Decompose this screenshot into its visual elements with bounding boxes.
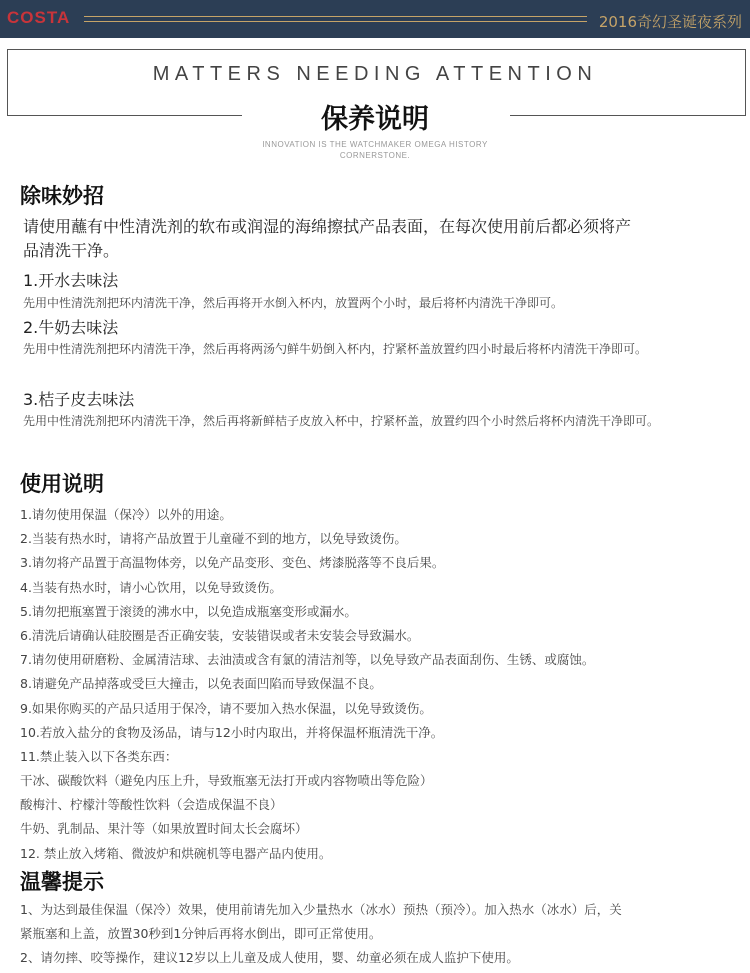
list-item: 6.清洗后请确认硅胶圈是否正确安装，安装错误或者未安装会导致漏水。 [20,627,420,643]
section-heading-tips: 温馨提示 [20,870,104,894]
method-title: 3.桔子皮去味法 [23,390,135,409]
list-item: 5.请勿把瓶塞置于滚烫的沸水中，以免造成瓶塞变形或漏水。 [20,603,357,619]
list-item: 2.当装有热水时，请将产品放置于儿童碰不到的地方，以免导致烫伤。 [20,531,407,547]
method-desc: 先用中性清洗剂把环内清洗干净，然后再将新鲜桔子皮放入杯中，拧紧杯盖，放置约四个小时然后将杯内清洗干净即可。 [23,414,660,428]
list-item: 10.若放入盐分的食物及汤品，请与12小时内取出，并将保温杯瓶清洗干净。 [20,724,444,740]
list-item: 1.请勿使用保温（保冷）以外的用途。 [20,507,232,522]
list-item: 7.请勿使用研磨粉、金属清洁球、去油渍或含有氯的清洁剂等，以免导致产品表面刮伤、生锈、或腐蚀。 [20,652,595,668]
method-desc: 先用中性清洗剂把环内清洗干净，然后再将开水倒入杯内，放置两个小时，最后将杯内清洗干净即可。 [23,296,564,310]
section-heading-deodorize: 除味妙招 [20,184,104,208]
subtitle-line-1: INNOVATION IS THE WATCHMAKER OMEGA HISTORY [262,140,488,149]
list-item: 8.请避免产品掉落或受巨大撞击，以免表面凹陷而导致保温不良。 [20,676,382,692]
banner-rule [84,21,587,22]
subtitle-line-2: CORNERSTONE. [339,151,411,160]
list-item: 9.如果你购买的产品只适用于保冷，请不要加入热水保温，以免导致烫伤。 [20,700,432,716]
list-item: 牛奶、乳制品、果汁等（如果放置时间太长会腐坏） [20,821,308,837]
usage-list [20,503,594,866]
list-item: 12. 禁止放入烤箱、微波炉和烘碗机等电器产品内使用。 [20,845,332,861]
english-title: MATTERS NEEDING ATTENTION [152,63,598,85]
brand-logo: COSTA [7,8,71,27]
deodorize-intro-line-1: 请使用蘸有中性清洗剂的软布或润湿的海绵擦拭产品表面，在每次使用前后都必须将产 [23,217,632,236]
method-title: 2.牛奶去味法 [23,318,119,337]
section-heading-usage: 使用说明 [20,472,104,496]
banner-rule [84,16,587,17]
tip-item-2: 2、请勿摔、咬等操作，建议12岁以上儿童及成人使用，婴、幼童必须在成人监护下使用。 [20,950,519,965]
list-item: 干冰、碳酸饮料（避免内压上升，导致瓶塞无法打开或内容物喷出等危险） [20,773,433,789]
tip-item-1-line-2: 紧瓶塞和上盖，放置30秒到1分钟后再将水倒出，即可正常使用。 [20,926,382,941]
list-item: 4.当装有热水时，请小心饮用，以免导致烫伤。 [20,579,282,595]
list-item: 11.禁止装入以下各类东西： [20,748,178,764]
series-title: 2016奇幻圣诞夜系列 [598,13,742,31]
top-banner [0,0,750,38]
method-desc: 先用中性清洗剂把环内清洗干净，然后再将两汤勺鲜牛奶倒入杯内，拧紧杯盖放置约四小时最后将杯内清洗干净即可。 [23,342,648,356]
deodorize-intro-line-2: 品清洗干净。 [23,241,120,260]
chinese-title: 保养说明 [321,104,429,135]
method-title: 1.开水去味法 [23,271,119,290]
list-item: 3.请勿将产品置于高温物体旁，以免产品变形、变色、烤漆脱落等不良后果。 [20,555,445,571]
list-item: 酸梅汁、柠檬汁等酸性饮料（会造成保温不良） [20,797,283,813]
tip-item-1-line-1: 1、为达到最佳保温（保冷）效果，使用前请先加入少量热水（冰水）预热（预冷）。加入热水（冰水）后，关 [20,902,622,917]
